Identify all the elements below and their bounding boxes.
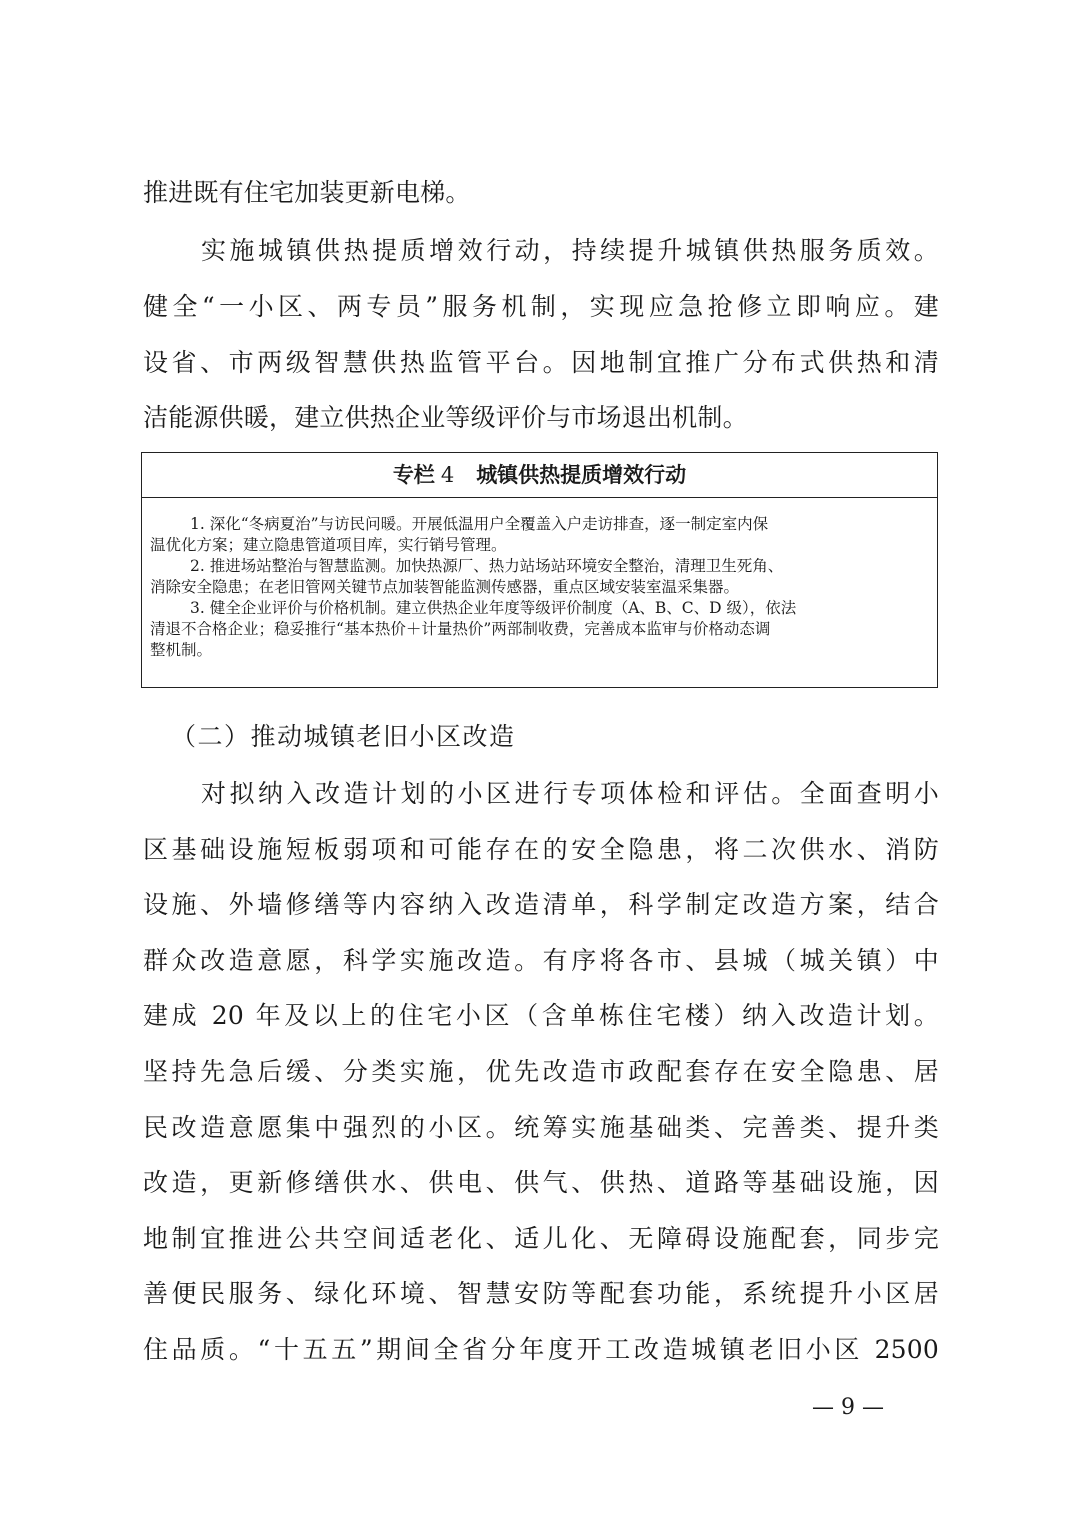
- body-paragraph-line: 民改造意愿集中强烈的小区。统筹实施基础类、完善类、提升类: [143, 1113, 939, 1142]
- body-paragraph-line: 坚持先急后缓、分类实施，优先改造市政配套存在安全隐患、居: [143, 1057, 939, 1086]
- column-box-title-text: 城镇供热提质增效行动: [476, 463, 687, 487]
- column-box-title: [142, 453, 937, 498]
- column-box-line: 3. 健全企业评价与价格机制。建立供热企业年度等级评价制度（A、B、C、D 级），依法: [190, 599, 797, 617]
- body-paragraph-line: 区基础设施短板弱项和可能存在的安全隐患，将二次供水、消防: [143, 835, 939, 864]
- body-paragraph-line: 洁能源供暖，建立供热企业等级评价与市场退出机制。: [143, 403, 748, 432]
- body-paragraph-line: 群众改造意愿，科学实施改造。有序将各市、县城（城关镇）中: [143, 946, 939, 975]
- column-box-line: 整机制。: [150, 641, 213, 659]
- body-paragraph-line: 建成 20 年及以上的住宅小区（含单栋住宅楼）纳入改造计划。: [143, 1001, 939, 1030]
- body-paragraph-line: 地制宜推进公共空间适老化、适儿化、无障碍设施配套，同步完: [143, 1224, 939, 1253]
- column-box-title-prefix: 专栏: [392, 463, 435, 487]
- section-heading: （二）推动城镇老旧小区改造: [171, 722, 516, 751]
- body-paragraph-line: 设施、外墙修缮等内容纳入改造清单，科学制定改造方案，结合: [143, 890, 939, 919]
- body-paragraph-line: 改造，更新修缮供水、供电、供气、供热、道路等基础设施，因: [143, 1168, 939, 1197]
- body-paragraph-line: 实施城镇供热提质增效行动，持续提升城镇供热服务质效。: [201, 236, 939, 265]
- column-box-line: 清退不合格企业；稳妥推行“基本热价＋计量热价”两部制收费，完善成本监审与价格动态调: [150, 620, 771, 638]
- column-box-title-number: 4: [440, 463, 455, 487]
- page-number: — 9 —: [812, 1395, 884, 1420]
- body-paragraph-line: 住品质。“十五五”期间全省分年度开工改造城镇老旧小区 2500: [143, 1335, 939, 1364]
- column-box-line: 消除安全隐患；在老旧管网关键节点加装智能监测传感器，重点区域安装室温采集器。: [150, 578, 740, 596]
- column-box-line: 2. 推进场站整治与智慧监测。加快热源厂、热力站场站环境安全整治，清理卫生死角、: [190, 557, 784, 575]
- column-box: [141, 452, 938, 688]
- body-paragraph-line: 推进既有住宅加装更新电梯。: [143, 178, 471, 207]
- body-paragraph-line: 对拟纳入改造计划的小区进行专项体检和评估。全面查明小: [201, 779, 939, 808]
- column-box-line: 温优化方案；建立隐患管道项目库，实行销号管理。: [150, 536, 507, 554]
- body-paragraph-line: 善便民服务、绿化环境、智慧安防等配套功能，系统提升小区居: [143, 1279, 939, 1308]
- column-box-line: 1. 深化“冬病夏治”与访民问暖。开展低温用户全覆盖入户走访排查，逐一制定室内保: [190, 515, 769, 533]
- body-paragraph-line: 设省、市两级智慧供热监管平台。因地制宜推广分布式供热和清: [143, 348, 939, 377]
- body-paragraph-line: 健全“一小区、两专员”服务机制，实现应急抢修立即响应。建: [143, 292, 939, 321]
